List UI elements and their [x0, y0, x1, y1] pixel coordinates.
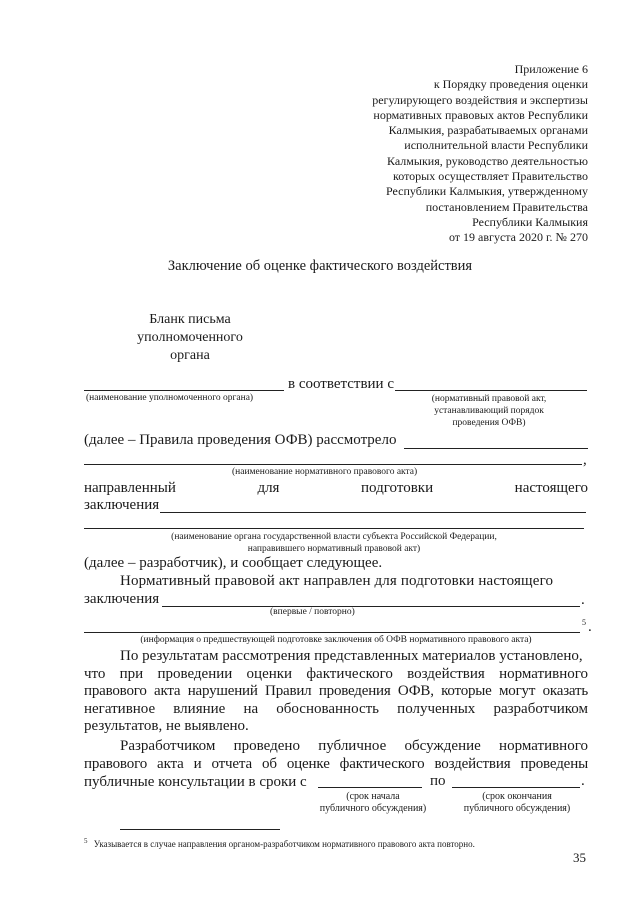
- note-act: [404, 393, 574, 429]
- note-act-line: устанавливающий порядок: [434, 406, 544, 416]
- conclusion-label-2: заключения: [84, 591, 160, 607]
- letterhead-line: уполномоченного: [137, 330, 243, 345]
- page-title: Заключение об оценке фактического воздействия: [167, 258, 473, 274]
- period: .: [581, 592, 585, 608]
- header-line: Республики Калмыкия: [472, 214, 588, 229]
- sent-line: [84, 480, 588, 497]
- footnote-mark: 5: [84, 837, 88, 845]
- first-repeat-line: [162, 606, 580, 607]
- note-start-line: публичного обсуждения): [319, 803, 427, 814]
- rules-fill-line: [404, 448, 588, 449]
- header-line: Республики Калмыкия, утвержденному: [386, 184, 588, 199]
- results-line: [84, 648, 588, 666]
- para1-span: Нормативный правовой акт направлен для подготовки настоящего: [120, 573, 554, 589]
- results-line: правового акта нарушений Правил проведения ОФВ, которые могут оказать: [84, 683, 588, 699]
- note-gov-line: (наименование органа государственной власти субъекта Российской Федерации,: [171, 532, 497, 542]
- note-act-line: (нормативный правовой акт,: [431, 394, 547, 404]
- developer-text: (далее – разработчик), и сообщает следующее.: [84, 555, 383, 571]
- public-paragraph: [84, 737, 588, 791]
- note-org: (наименование уполномоченного органа): [86, 393, 254, 403]
- public-line: Разработчиком проведено публичное обсуждение нормативного: [120, 738, 588, 754]
- footnote-separator: [120, 829, 280, 830]
- page-number: 35: [573, 850, 586, 865]
- header-line: постановлением Правительства: [425, 199, 588, 214]
- results-line: результатов, не выявлено.: [84, 718, 249, 734]
- header-line: Приложение 6: [514, 62, 588, 76]
- rules-text: (далее – Правила проведения ОФВ) рассмотрело: [84, 432, 397, 448]
- end-date-line: [452, 787, 580, 788]
- in-accordance-text: в соответствии с: [288, 376, 394, 392]
- period-2: .: [588, 619, 592, 635]
- footnote-text: Указывается в случае направления органом-разработчиком нормативного правового акта повторно.: [93, 839, 475, 849]
- note-start: [318, 791, 428, 815]
- note-first: (впервые / повторно): [270, 607, 355, 617]
- npa-name-line: [84, 464, 582, 465]
- note-end-line: публичного обсуждения): [463, 803, 571, 814]
- header-line: от 19 августа 2020 г. № 270: [448, 230, 588, 245]
- results-span: По результатам рассмотрения представленных материалов установлено,: [120, 648, 583, 664]
- conclusion-fill-line: [160, 512, 586, 513]
- footnote-ref: 5: [582, 618, 586, 627]
- para1-text: [120, 573, 588, 590]
- footnote: [84, 837, 475, 849]
- results-paragraph: [84, 648, 588, 736]
- org-name-line: [84, 390, 284, 391]
- note-act-line: проведения ОФВ): [452, 418, 526, 428]
- sent-word: подготовки: [361, 480, 434, 496]
- po-text: по: [430, 773, 446, 789]
- sent-word: для: [257, 480, 280, 496]
- results-line: что при проведении оценки фактического воздействия нормативного: [84, 665, 588, 682]
- note-gov: [84, 531, 584, 555]
- results-line: негативное влияние на обоснованность полученных разработчиком: [84, 700, 588, 717]
- sent-word: настоящего: [514, 480, 588, 496]
- note-start-line: (срок начала: [346, 791, 400, 802]
- header-line: Калмыкия, разрабатываемых органами: [388, 123, 588, 138]
- comma: ,: [583, 452, 587, 468]
- note-npa-name: (наименование нормативного правового акта): [232, 467, 418, 477]
- note-end: [456, 791, 578, 815]
- period-3: .: [581, 773, 585, 789]
- note-gov-line: направившего нормативный правовой акт): [247, 544, 421, 554]
- start-date-line: [318, 787, 422, 788]
- prev-info-line: [84, 632, 580, 633]
- letterhead-line: Бланк письма: [149, 312, 231, 327]
- appendix-header: [372, 62, 588, 246]
- letterhead-placeholder: [120, 311, 260, 365]
- conclusion-label: заключения: [84, 497, 160, 513]
- header-line: к Порядку проведения оценки: [433, 77, 588, 92]
- gov-body-line: [84, 528, 584, 529]
- public-line: публичные консультации в сроки с: [84, 774, 307, 790]
- public-line: правового акта и отчета об оценке фактического воздействия проведены: [84, 756, 588, 772]
- header-line: Калмыкия, руководство деятельностью: [387, 153, 588, 168]
- note-prev: (информация о предшествующей подготовке заключения об ОФВ нормативного правового акта): [140, 635, 532, 645]
- header-line: регулирующего воздействия и экспертизы: [372, 92, 588, 107]
- note-end-line: (срок окончания: [482, 791, 552, 802]
- header-line: нормативных правовых актов Республики: [373, 107, 588, 122]
- header-line: которых осуществляет Правительство: [393, 169, 588, 184]
- act-name-line: [395, 390, 587, 391]
- letterhead-line: органа: [170, 348, 210, 363]
- header-line: исполнительной власти Республики: [404, 138, 588, 153]
- sent-word: направленный: [84, 480, 176, 496]
